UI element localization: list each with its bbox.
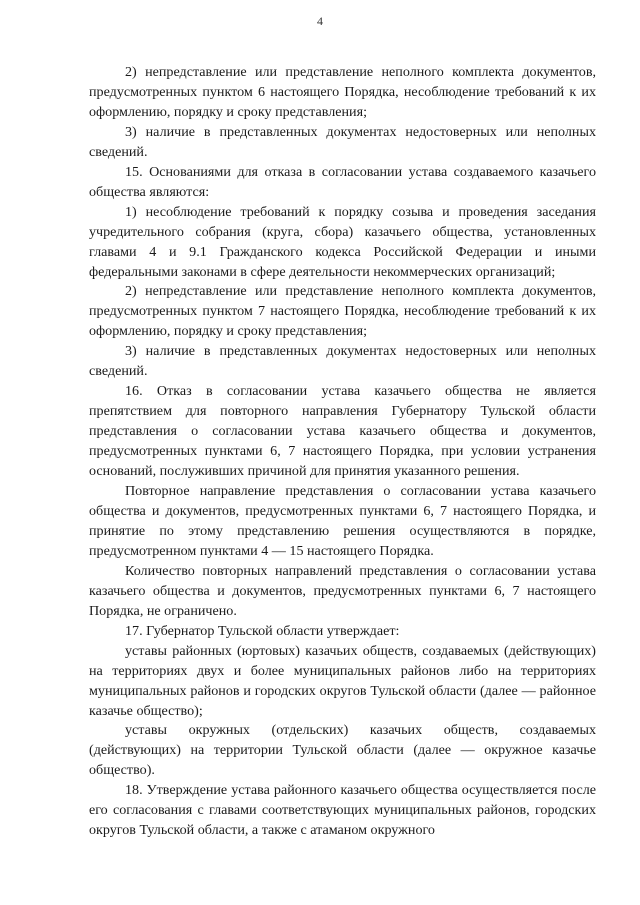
document-body: [89, 63, 596, 841]
paragraph: уставы окружных (отдельских) казачьих обществ, создаваемых (действующих) на территории Тульской области (далее — окружное казачье общество).: [89, 722, 596, 779]
paragraph: 2) непредставление или представление неполного комплекта документов, предусмотренных пунктом 7 настоящего Порядка, несоблюдение требований к их оформлению, порядку и сроку представления;: [89, 283, 596, 340]
paragraph: Повторное направление представления о согласовании устава казачьего общества и документов, предусмотренных пунктами 6, 7 настоящего Порядка, и принятие по этому представлению решения осуществляются в порядке, предусмотренном пунктами 4 — 15 настоящего Порядка.: [89, 483, 596, 559]
paragraph: 16. Отказ в согласовании устава казачьего общества не является препятствием для повторного направления Губернатору Тульской области представления о согласовании устава казачьего общества и документов, предусмотренных пунктами 6, 7 настоящего Порядка, при условии устранения оснований, послуживших причиной для принятия указанного решения.: [89, 383, 596, 480]
paragraph: Количество повторных направлений представления о согласовании устава казачьего общества и документов, предусмотренных пунктами 6, 7 настоящего Порядка, не ограничено.: [89, 562, 596, 619]
paragraph: 18. Утверждение устава районного казачьего общества осуществляется после его согласования с главами соответствующих муниципальных районов, городских округов Тульской области, а также с атаманом окружного: [89, 782, 596, 839]
paragraph: 3) наличие в представленных документах недостоверных или неполных сведений.: [89, 123, 596, 160]
paragraph: 15. Основаниями для отказа в согласовании устава создаваемого казачьего общества являются:: [89, 163, 596, 200]
page-number: 4: [317, 14, 323, 28]
paragraph: уставы районных (юртовых) казачьих обществ, создаваемых (действующих) на территориях двух и более муниципальных районов либо на территориях муниципальных районов и городских округов Тульской области (далее — районное казачье общество);: [89, 642, 596, 719]
paragraph: 1) несоблюдение требований к порядку созыва и проведения заседания учредительного собрания (круга, сбора) казачьего общества, установленных главами 4 и 9.1 Гражданского кодекса Российской Федерации и иными федеральными законами в сфере деятельности некоммерческих организаций;: [89, 203, 596, 280]
paragraph: 17. Губернатор Тульской области утверждает:: [125, 622, 400, 639]
paragraph: 2) непредставление или представление неполного комплекта документов, предусмотренных пунктом 6 настоящего Порядка, несоблюдение требований к их оформлению, порядку и сроку представления;: [89, 64, 596, 120]
paragraph: 3) наличие в представленных документах недостоверных или неполных сведений.: [89, 343, 596, 380]
